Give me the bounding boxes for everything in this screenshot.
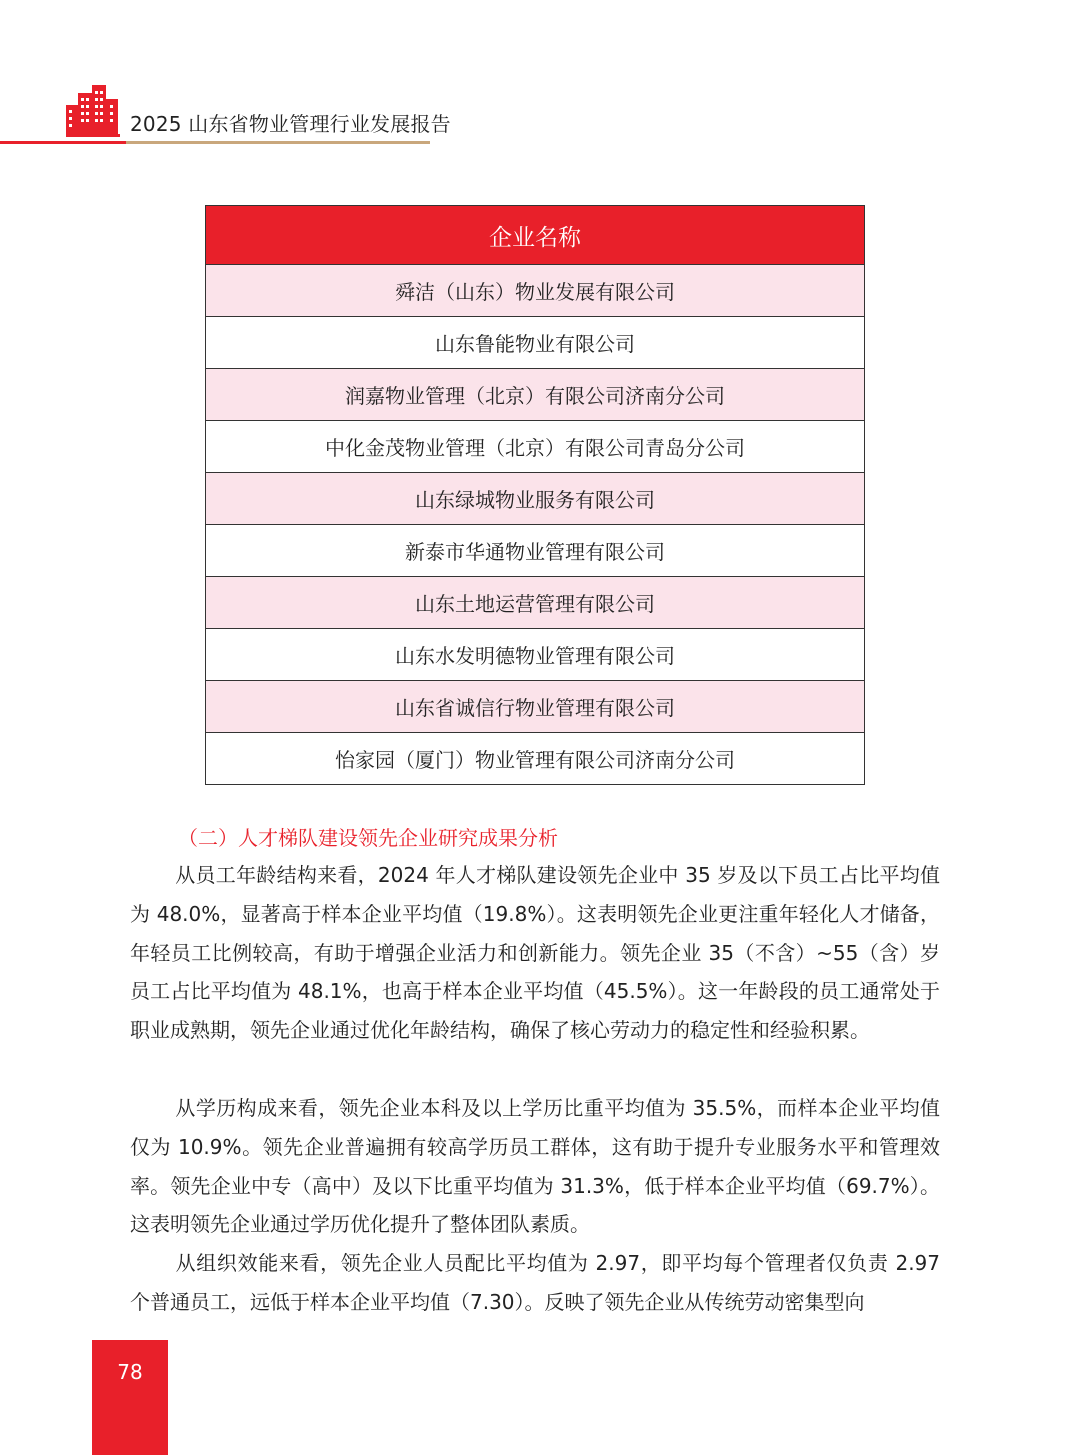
table-row [206,473,865,525]
company-name-cell: 山东鲁能物业有限公司 [206,317,865,369]
company-name-cell: 山东绿城物业服务有限公司 [206,473,865,525]
header-gold-divider [126,141,430,144]
header-red-divider [0,141,126,144]
paragraph-age-structure [130,856,940,1050]
company-name-cell: 新泰市华通物业管理有限公司 [206,525,865,577]
page-number: 78 [117,1360,143,1384]
table-header-row [206,206,865,265]
company-name-cell: 山东土地运营管理有限公司 [206,577,865,629]
page-number-tab [92,1340,168,1455]
company-name-cell: 怡家园（厦门）物业管理有限公司济南分公司 [206,733,865,785]
company-name-cell: 中化金茂物业管理（北京）有限公司青岛分公司 [206,421,865,473]
table-row [206,265,865,317]
table-header-cell: 企业名称 [206,206,865,265]
company-name-cell: 山东省诚信行物业管理有限公司 [206,681,865,733]
table-row [206,421,865,473]
company-name-cell: 润嘉物业管理（北京）有限公司济南分公司 [206,369,865,421]
table-row [206,733,865,785]
table-row [206,525,865,577]
report-title: 2025 山东省物业管理行业发展报告 [130,112,451,136]
paragraph-text: 从组织效能来看，领先企业人员配比平均值为 2.97，即平均每个管理者仅负责 2.97 个普通员工，远低于样本企业平均值（7.30）。反映了领先企业从传统劳动密集型向 [130,1251,940,1314]
paragraph-education [130,1089,940,1244]
building-icon [66,85,120,137]
company-name-cell: 舜洁（山东）物业发展有限公司 [206,265,865,317]
page-header [0,0,1080,150]
paragraph-efficiency [130,1244,940,1322]
company-name-cell: 山东水发明德物业管理有限公司 [206,629,865,681]
section-heading: （二）人才梯队建设领先企业研究成果分析 [178,826,558,850]
table-row [206,629,865,681]
table-row [206,577,865,629]
table-row [206,681,865,733]
table-row [206,317,865,369]
table-row [206,369,865,421]
paragraph-text: 从学历构成来看，领先企业本科及以上学历比重平均值为 35.5%，而样本企业平均值仅为 10.9%。领先企业普遍拥有较高学历员工群体，这有助于提升专业服务水平和管理效率。领先企业中专（高中）及以下比重平均值为 31.3%，低于样本企业平均值（69.7%）。这表明领先企业通过学历优化提升了整体团队素质。 [130,1096,940,1237]
company-table [205,205,865,785]
paragraph-text: 从员工年龄结构来看，2024 年人才梯队建设领先企业中 35 岁及以下员工占比平均值为 48.0%，显著高于样本企业平均值（19.8%）。这表明领先企业更注重年轻化人才储备，年轻员工比例较高，有助于增强企业活力和创新能力。领先企业 35（不含）~55（含）岁员工占比平均值为 48.1%，也高于样本企业平均值（45.5%）。这一年龄段的员工通常处于职业成熟期，领先企业通过优化年龄结构，确保了核心劳动力的稳定性和经验积累。 [130,863,940,1043]
